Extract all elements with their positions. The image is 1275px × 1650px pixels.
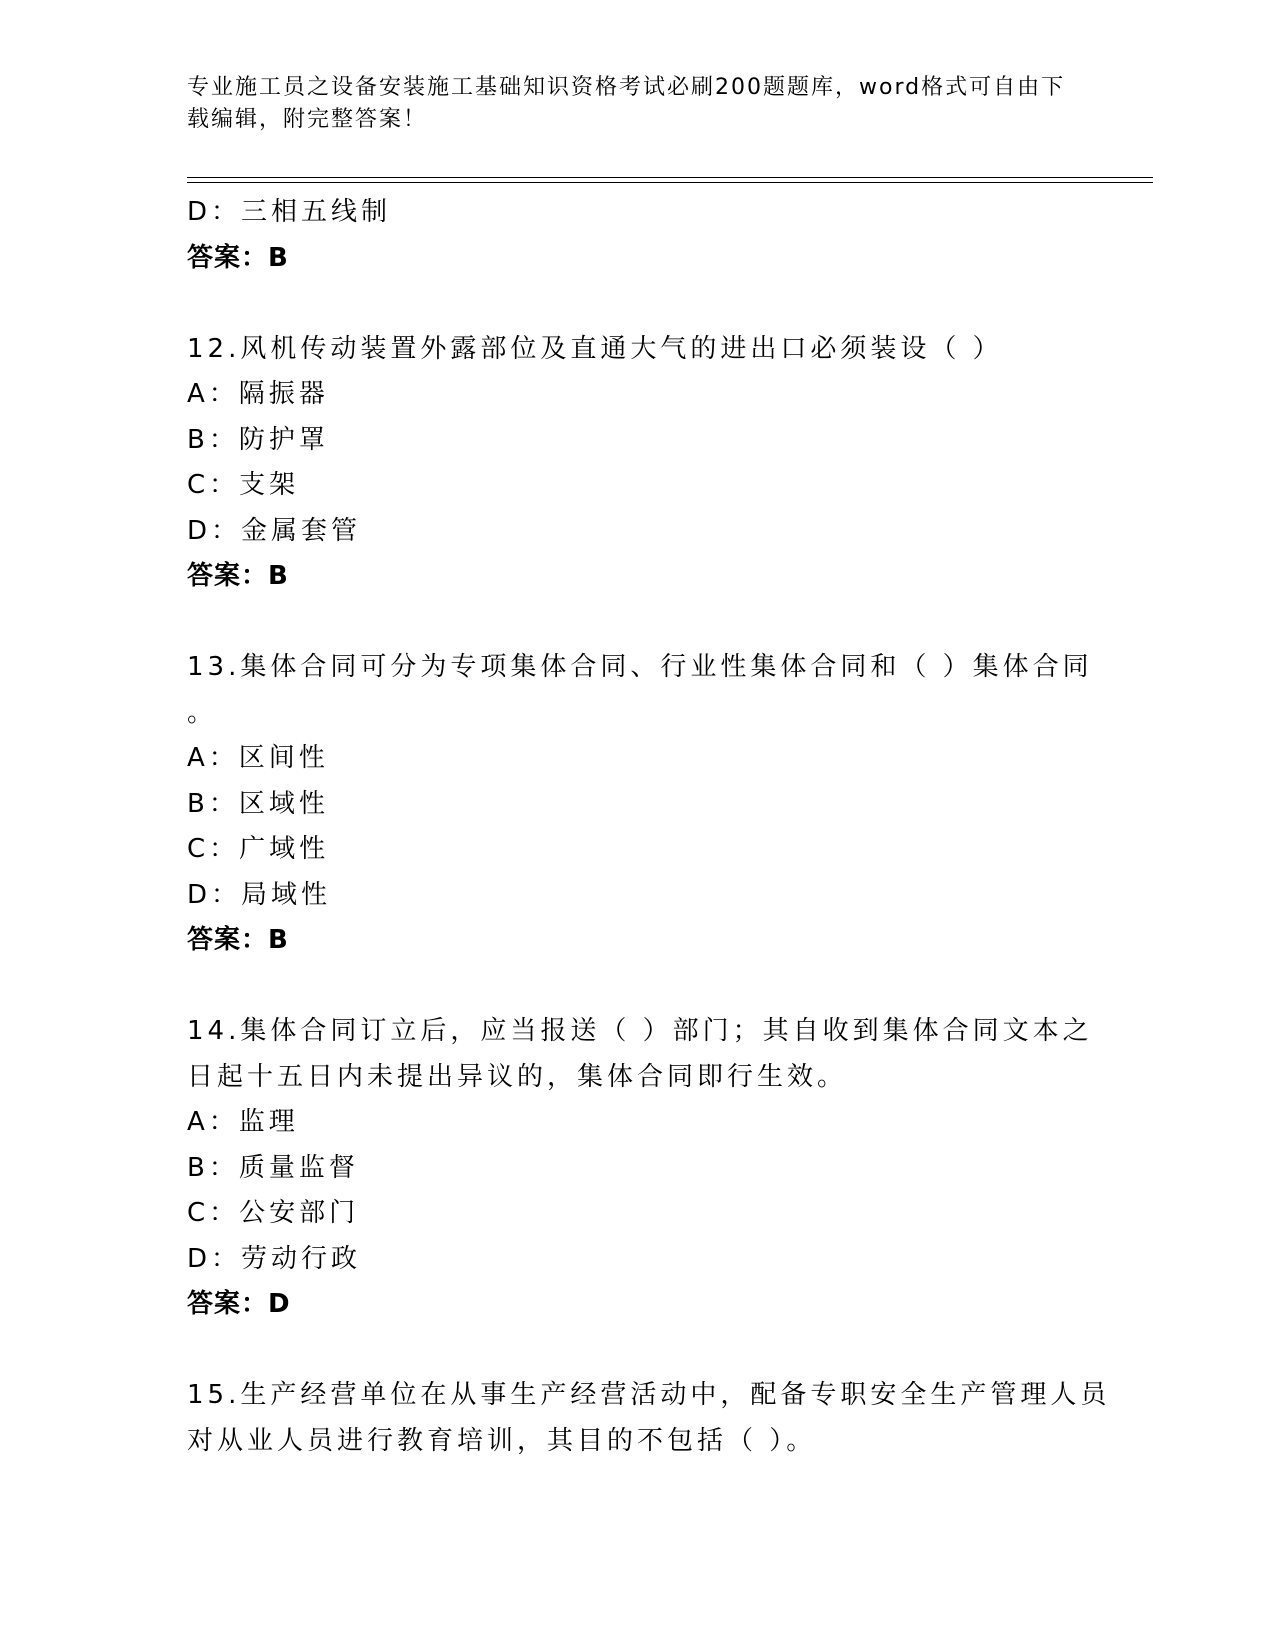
document-header: 专业施工员之设备安装施工基础知识资格考试必刷200题题库，word格式可自由下载编辑，附完整答案！ bbox=[187, 75, 1066, 132]
question-stem-line1: 13.集体合同可分为专项集体合同、行业性集体合同和（ ）集体合同 bbox=[187, 652, 1093, 682]
question-stem-line1: 15.生产经营单位在从事生产经营活动中，配备专职安全生产管理人员 bbox=[187, 1380, 1111, 1410]
answer: 答案：D bbox=[187, 1289, 291, 1319]
question-14 bbox=[187, 1009, 1093, 1328]
question-13 bbox=[187, 645, 1093, 964]
option-a: A：隔振器 bbox=[187, 379, 329, 409]
option-d-q11: D：三相五线制 bbox=[187, 197, 392, 227]
option-b: B：质量监督 bbox=[187, 1152, 359, 1183]
option-c: C：广域性 bbox=[187, 834, 330, 864]
question-stem-line2: 。 bbox=[187, 697, 218, 728]
question-stem-line2: 对从业人员进行教育培训，其目的不包括（ ）。 bbox=[187, 1425, 817, 1456]
spacer bbox=[187, 281, 1067, 327]
option-c: C：公安部门 bbox=[187, 1198, 360, 1228]
question-stem-line1: 14.集体合同订立后，应当报送（ ）部门；其自收到集体合同文本之 bbox=[187, 1016, 1093, 1046]
question-stem: 12.风机传动装置外露部位及直通大气的进出口必须装设（ ） bbox=[187, 333, 1003, 364]
option-c: C：支架 bbox=[187, 470, 300, 500]
answer: 答案：B bbox=[187, 925, 289, 955]
option-b: B：防护罩 bbox=[187, 424, 329, 455]
option-d: D：劳动行政 bbox=[187, 1243, 362, 1274]
document-body bbox=[187, 190, 1111, 1464]
question-12 bbox=[187, 327, 1067, 600]
spacer bbox=[187, 1328, 1067, 1374]
question-stem-line2: 日起十五日内未提出异议的，集体合同即行生效。 bbox=[187, 1061, 848, 1092]
option-d: D：金属套管 bbox=[187, 515, 362, 546]
answer-q11: 答案：B bbox=[187, 242, 289, 273]
header-rule-top bbox=[187, 177, 1153, 178]
spacer bbox=[187, 600, 1067, 646]
spacer bbox=[187, 964, 1067, 1010]
answer: 答案：B bbox=[187, 561, 289, 591]
question-15 bbox=[187, 1373, 1111, 1464]
option-a: A：监理 bbox=[187, 1107, 299, 1137]
option-d: D：局域性 bbox=[187, 879, 332, 910]
option-b: B：区域性 bbox=[187, 788, 329, 819]
header-rule-bottom bbox=[187, 182, 1153, 183]
option-a: A：区间性 bbox=[187, 743, 329, 773]
